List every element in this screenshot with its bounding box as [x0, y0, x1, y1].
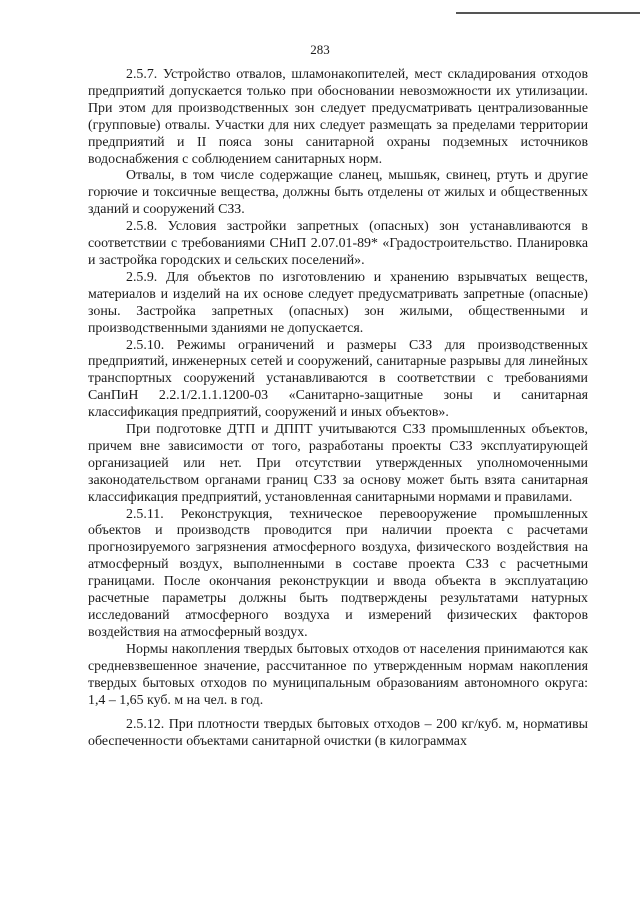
- paragraph-2-5-9: 2.5.9. Для объектов по изготовлению и хранению взрывчатых веществ, материалов и изделий на их основе следует предусматривать запретные (опасные) зоны. Застройка запретных (опасных) зон жилыми, общественными и производственными зданиями не допускается.: [88, 269, 588, 336]
- paragraph-2-5-8: 2.5.8. Условия застройки запретных (опасных) зон устанавливаются в соответствии с требованиями СНиП 2.07.01-89* «Градостроительство. Планировка и застройка городских и сельских поселений».: [88, 219, 588, 268]
- page-number: 283: [310, 42, 330, 57]
- paragraph-szz-preparation: При подготовке ДТП и ДППТ учитываются СЗЗ промышленных объектов, причем вне зависимости от того, разработаны проекты СЗЗ эксплуатирующей организацией или нет. При отсутствии утвержденных уполномоченными законодательством органами границ СЗЗ за основу может быть взята санитарная классификация предприятий, установленная санитарными нормами и правилами.: [88, 422, 588, 505]
- paragraph-2-5-12: 2.5.12. При плотности твердых бытовых отходов – 200 кг/куб. м, нормативы обеспеченности объектами санитарной очистки (в килограммах: [88, 717, 588, 750]
- document-body: [88, 67, 588, 751]
- paragraph-2-5-11: 2.5.11. Реконструкция, техническое перевооружение промышленных объектов и производств проводится при наличии проекта с расчетами прогнозируемого загрязнения атмосферного воздуха, физического воздействия на атмосферный воздух, выполненными в составе проекта СЗЗ с расчетными границами. После окончания реконструкции и ввода объекта в эксплуатацию расчетные параметры должны быть подтверждены результатами натурных исследований атмосферного воздуха и измерений физических факторов воздействия на атмосферный воздух.: [88, 506, 588, 640]
- paragraph-2-5-7: 2.5.7. Устройство отвалов, шламонакопителей, мест складирования отходов предприятий допускается только при обосновании невозможности их утилизации. При этом для производственных зон следует предусматривать централизованные (групповые) отвалы. Участки для них следует размещать за пределами территории предприятий и II пояса зоны санитарной охраны подземных источников водоснабжения с соблюдением санитарных норм.: [88, 67, 588, 167]
- scan-edge-line: [456, 12, 640, 14]
- paragraph-waste-norms: Нормы накопления твердых бытовых отходов от населения принимаются как средневзвешенное значение, рассчитанное по утвержденным нормам накопления твердых бытовых отходов по муниципальным образованиям автономного округа: 1,4 – 1,65 куб. м на чел. в год.: [88, 641, 588, 708]
- paragraph-2-5-10: 2.5.10. Режимы ограничений и размеры СЗЗ для производственных предприятий, инженерных сетей и сооружений, санитарные разрывы для линейных транспортных сооружений устанавливаются в соответствии с требованиями СанПиН 2.2.1/2.1.1.1200-03 «Санитарно-защитные зоны и санитарная классификация предприятий, сооружений и иных объектов».: [88, 337, 588, 421]
- paragraph-dumps: Отвалы, в том числе содержащие сланец, мышьяк, свинец, ртуть и другие горючие и токсичные вещества, должны быть отделены от жилых и общественных зданий и сооружений СЗЗ.: [88, 168, 588, 218]
